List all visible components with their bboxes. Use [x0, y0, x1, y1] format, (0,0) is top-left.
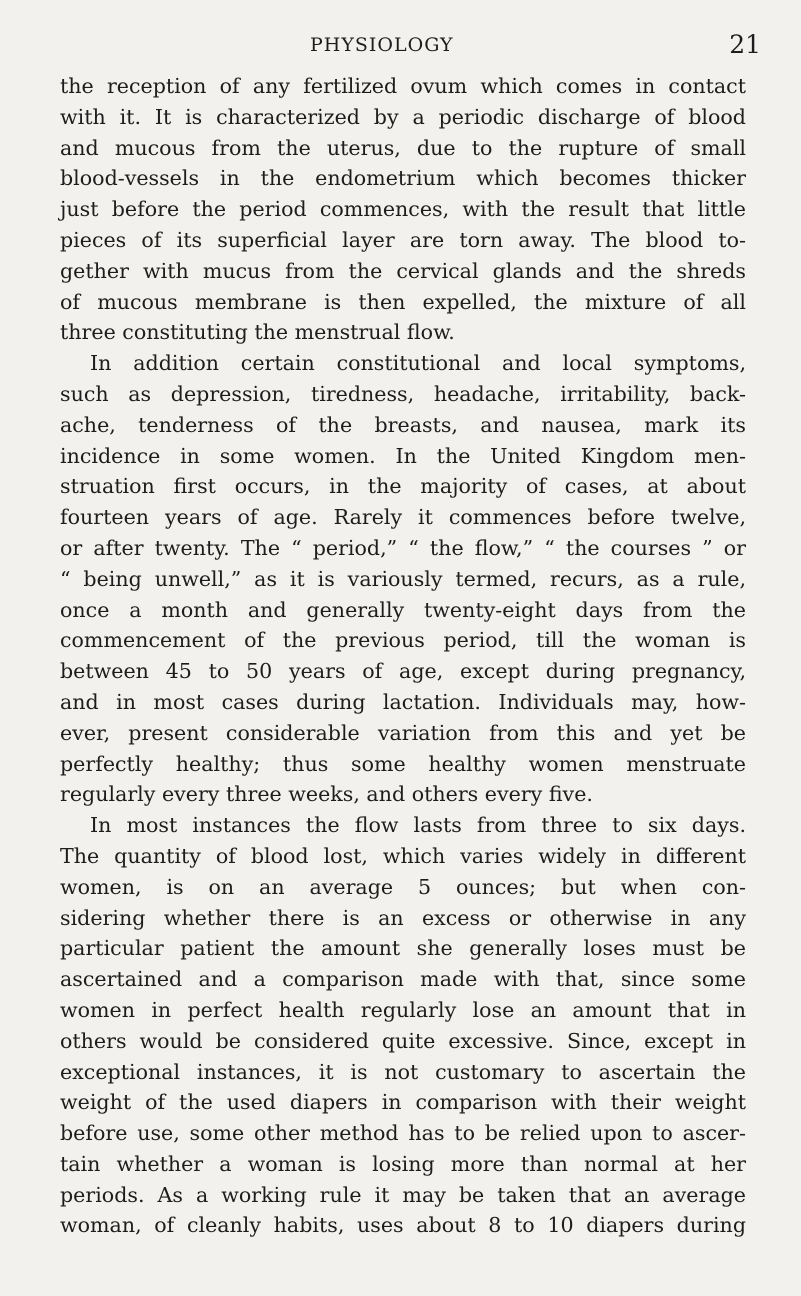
text-line: of mucous membrane is then expelled, the mixture of all: [60, 289, 746, 314]
text-line: once a month and generally twenty-eight days from the: [60, 597, 746, 622]
text-line: pieces of its superficial layer are torn away. The blood to-: [60, 227, 746, 252]
text-line: women in perfect health regularly lose an amount that in: [60, 997, 746, 1022]
text-line: such as depression, tiredness, headache, irritability, back-: [60, 381, 746, 406]
text-line: blood-vessels in the endometrium which becomes thicker: [60, 166, 746, 191]
text-line: tain whether a woman is losing more than normal at her: [60, 1151, 746, 1176]
text-line: weight of the used diapers in comparison with their weight: [60, 1090, 746, 1115]
text-line: periods. As a working rule it may be taken that an average: [60, 1182, 746, 1207]
text-line: ever, present considerable variation from this and yet be: [60, 720, 746, 745]
text-line: before use, some other method has to be relied upon to ascer-: [60, 1121, 746, 1146]
text-line: ache, tenderness of the breasts, and nausea, mark its: [60, 412, 746, 437]
text-line: others would be considered quite excessive. Since, except in: [60, 1028, 746, 1053]
text-line: In most instances the flow lasts from three to six days.: [90, 813, 746, 838]
running-title: PHYSIOLOGY: [310, 34, 454, 56]
page-number: 21: [729, 30, 761, 59]
text-line: exceptional instances, it is not customary to ascertain the: [60, 1059, 746, 1084]
text-line: gether with mucus from the cervical glands and the shreds: [60, 258, 746, 283]
text-line: ascertained and a comparison made with that, since some: [60, 967, 746, 992]
text-line: incidence in some women. In the United Kingdom men-: [60, 443, 746, 468]
text-line: the reception of any fertilized ovum which comes in contact: [60, 74, 746, 98]
text-line: and in most cases during lactation. Individuals may, how-: [60, 689, 746, 714]
text-line: “ being unwell,” as it is variously termed, recurs, as a rule,: [60, 566, 746, 591]
text-line: between 45 to 50 years of age, except during pregnancy,: [60, 659, 746, 684]
paragraph: [60, 71, 746, 348]
text-line: particular patient the amount she generally loses must be: [60, 936, 746, 961]
text-line: regularly every three weeks, and others every five.: [60, 782, 593, 807]
text-line: sidering whether there is an excess or otherwise in any: [60, 905, 746, 930]
text-line: perfectly healthy; thus some healthy women menstruate: [60, 751, 746, 776]
text-line: commencement of the previous period, till the woman is: [60, 628, 746, 653]
running-header: [0, 30, 801, 60]
text-line: In addition certain constitutional and local symptoms,: [90, 351, 746, 376]
paragraph: [60, 348, 746, 810]
text-line: and mucous from the uterus, due to the rupture of small: [60, 135, 746, 160]
paragraph: [60, 810, 746, 1241]
body-text: [60, 71, 746, 1241]
text-line: just before the period commences, with the result that little: [60, 197, 746, 222]
text-line: with it. It is characterized by a periodic discharge of blood: [60, 104, 746, 129]
text-line: woman, of cleanly habits, uses about 8 to 10 diapers during: [60, 1213, 746, 1238]
text-line: three constituting the menstrual flow.: [60, 320, 455, 345]
text-line: fourteen years of age. Rarely it commences before twelve,: [60, 505, 746, 530]
text-line: women, is on an average 5 ounces; but when con-: [60, 874, 746, 899]
text-line: or after twenty. The “ period,” “ the flow,” “ the courses ” or: [60, 535, 746, 560]
text-line: The quantity of blood lost, which varies widely in different: [60, 843, 746, 868]
text-line: struation first occurs, in the majority of cases, at about: [60, 474, 746, 499]
